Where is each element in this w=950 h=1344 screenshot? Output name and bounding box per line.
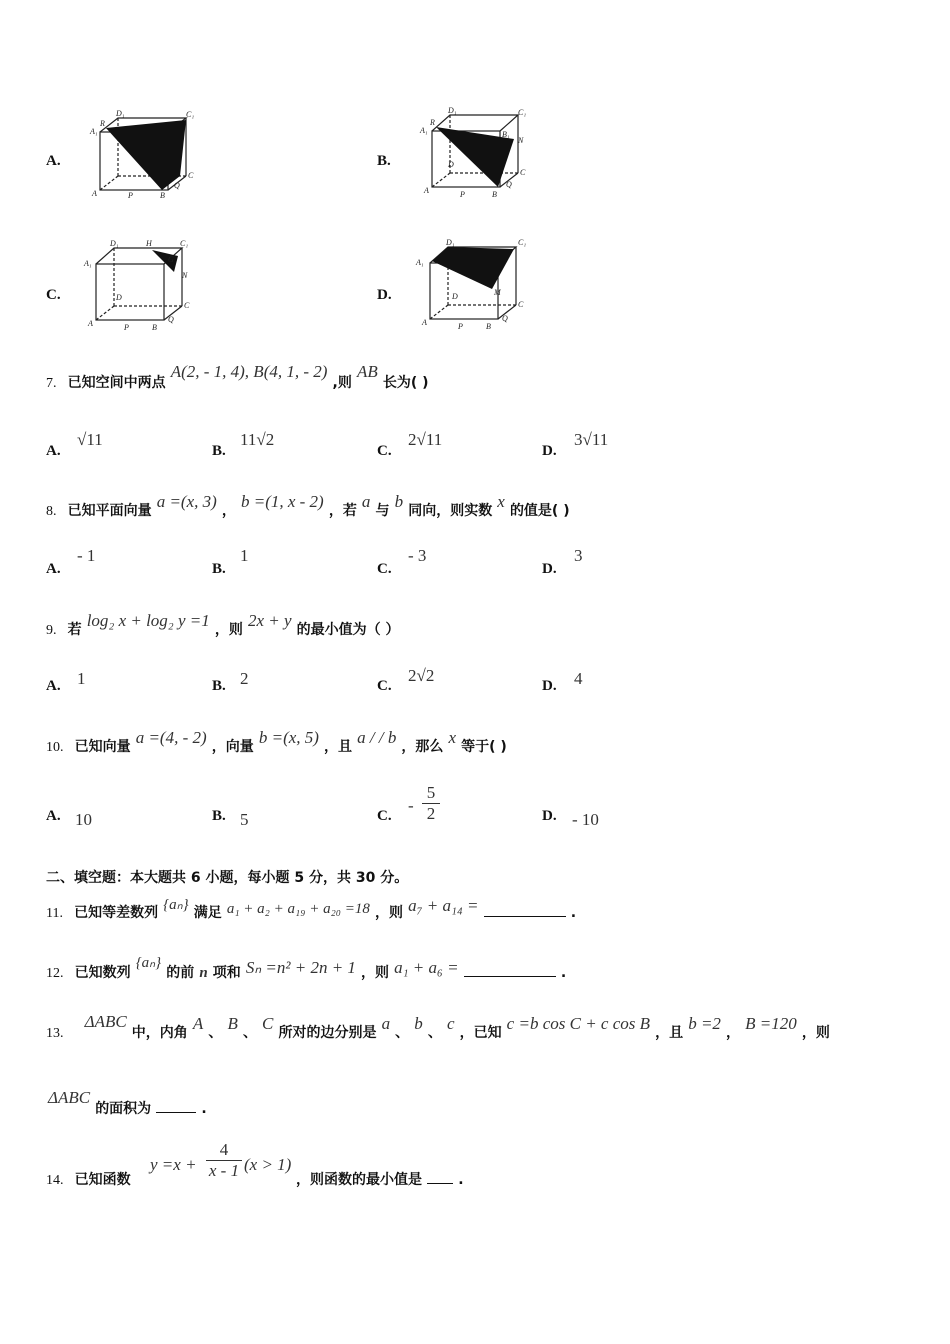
q8-number: 8. — [46, 504, 57, 519]
q12-answer-blank[interactable] — [464, 962, 556, 977]
svg-text:Q: Q — [168, 315, 174, 324]
q7-option-a-value: √11 — [77, 430, 103, 449]
q10-stem-mid3: ，那么 — [401, 739, 444, 755]
q13-condition: c =b cos C + c cos B — [506, 1014, 651, 1033]
svg-text:Q: Q — [174, 181, 180, 190]
q8-stem-mid2: 同向，则实数 — [408, 503, 493, 519]
q14-denominator: x - 1 — [208, 1161, 240, 1180]
svg-text:D: D — [448, 160, 454, 169]
svg-text:B₁: B₁ — [502, 130, 510, 139]
q13-side-a: a — [381, 1014, 391, 1033]
q7-number: 7. — [46, 376, 57, 391]
q9-condition: log₂ x + log₂ y =1 — [86, 611, 210, 630]
q7-option-a-label: A. — [46, 443, 61, 459]
q7-option-b-value: 11√2 — [240, 430, 275, 449]
option-b-label: B. — [377, 153, 391, 169]
svg-text:G: G — [168, 255, 174, 264]
q9-stem-mid: ，则 — [214, 622, 243, 638]
q13-number: 13. — [46, 1026, 64, 1041]
q13-text-4: ，且 — [655, 1025, 684, 1041]
q13-answer-blank[interactable] — [156, 1098, 196, 1113]
q13-sep-1: 、 — [208, 1025, 223, 1041]
q11-answer-blank[interactable] — [484, 902, 566, 917]
q11-condition: a₁ + a₂ + a₁₉ + a₂₀ =18 — [226, 901, 370, 917]
q10-option-d-label: D. — [542, 808, 557, 824]
question-9 — [46, 611, 400, 639]
svg-text:D₁: D₁ — [110, 239, 119, 248]
q7-option-d-value: 3√11 — [574, 430, 609, 449]
q14-end: . — [458, 1172, 464, 1188]
q11-number: 11. — [46, 906, 63, 921]
q9-option-b-value: 2 — [240, 669, 249, 688]
q14-answer-blank[interactable] — [427, 1169, 453, 1184]
svg-text:H: H — [146, 239, 152, 248]
q12-stem-mid3: ，则 — [361, 965, 390, 981]
q9-option-c-value: 2√2 — [408, 666, 435, 685]
q13-text-1: 中，内角 — [131, 1025, 188, 1041]
svg-text:D₁: D₁ — [446, 238, 455, 247]
q12-sequence: {aₙ} — [135, 955, 162, 971]
q13-b-value: b =2 — [688, 1014, 721, 1033]
q10-option-c-denominator: 2 — [426, 804, 436, 823]
q10-stem-pre: 已知向量 — [74, 739, 131, 755]
q8-vector-a: a =(x, 3) — [156, 492, 217, 511]
svg-text:A: A — [422, 318, 427, 327]
q8-stem-pre: 已知平面向量 — [67, 503, 152, 519]
q8-vector-b: b =(1, x - 2) — [240, 492, 324, 511]
svg-text:R: R — [100, 119, 105, 128]
svg-text:B: B — [152, 323, 157, 332]
q11-stem-mid: 满足 — [193, 905, 222, 921]
option-d-label: D. — [377, 287, 392, 303]
question-10 — [46, 728, 507, 756]
q13-text-5: ， — [726, 1025, 741, 1041]
svg-text:C: C — [518, 300, 524, 309]
question-13 — [46, 1012, 830, 1042]
q10-parallel: a / / b — [357, 728, 397, 747]
question-14 — [46, 1169, 131, 1189]
q8-a: a — [361, 492, 371, 511]
question-8 — [46, 492, 570, 520]
svg-text:P: P — [124, 323, 129, 332]
q7-option-b-label: B. — [212, 443, 226, 459]
cube-figure-d — [414, 233, 528, 331]
svg-text:D: D — [116, 293, 122, 302]
q7-stem-pre: 已知空间中两点 — [67, 375, 166, 391]
q8-option-c-label: C. — [377, 561, 392, 577]
q13-end: . — [201, 1101, 207, 1117]
svg-text:A₁: A₁ — [90, 127, 98, 136]
q12-number: 12. — [46, 966, 64, 981]
q10-stem-mid: ，向量 — [211, 739, 254, 755]
q10-option-c-label: C. — [377, 808, 392, 824]
svg-text:Q: Q — [506, 180, 512, 189]
svg-text:C: C — [188, 171, 194, 180]
q8-option-b-value: 1 — [240, 546, 249, 565]
q9-number: 9. — [46, 623, 57, 638]
q12-stem-pre: 已知数列 — [74, 965, 131, 981]
q8-option-d-label: D. — [542, 561, 557, 577]
q14-stem-post: ，则函数的最小值是 — [296, 1172, 422, 1188]
q13-angle-a: A — [192, 1014, 204, 1033]
q14-number: 14. — [46, 1173, 64, 1188]
svg-text:M: M — [494, 288, 501, 297]
q9-expression: 2x + y — [247, 611, 292, 630]
q7-points: A(2, - 1, 4), B(4, 1, - 2) — [170, 362, 328, 381]
q10-option-d-value: - 10 — [572, 810, 599, 829]
q7-option-c-value: 2√11 — [408, 430, 443, 449]
q11-stem-pre: 已知等差数列 — [74, 905, 159, 921]
svg-text:A: A — [88, 319, 93, 328]
q13-side-c: c — [446, 1014, 455, 1033]
q10-number: 10. — [46, 740, 64, 755]
svg-text:D₁: D₁ — [116, 109, 125, 118]
q12-stem-mid: 的前 — [166, 965, 195, 981]
svg-text:R: R — [430, 118, 435, 127]
cube-figure-a — [88, 108, 198, 200]
q13-triangle: ΔABC — [84, 1012, 127, 1031]
q13-angle-c: C — [262, 1014, 274, 1033]
q10-option-c-fraction — [422, 784, 440, 823]
q8-sep: ， — [221, 503, 236, 519]
q13-text-7: 的面积为 — [95, 1101, 152, 1117]
q9-option-d-value: 4 — [574, 669, 583, 688]
q11-sequence: {aₙ} — [163, 897, 189, 913]
q13-text-3: ，已知 — [459, 1025, 502, 1041]
svg-text:A: A — [424, 186, 429, 195]
q8-option-a-label: A. — [46, 561, 61, 577]
q10-option-b-value: 5 — [240, 810, 249, 829]
question-14-tail — [296, 1169, 464, 1189]
svg-text:C: C — [184, 301, 190, 310]
q14-lhs: y =x + — [150, 1155, 197, 1174]
q7-stem-mid: ,则 — [332, 375, 352, 391]
q9-stem-post: 的最小值为（ ） — [296, 622, 400, 638]
q9-option-c-label: C. — [377, 678, 392, 694]
svg-text:Q: Q — [502, 314, 508, 323]
q8-stem-post: 的值是( ) — [509, 503, 570, 519]
q8-yu: 与 — [375, 503, 390, 519]
q10-vector-a: a =(4, - 2) — [135, 728, 207, 747]
svg-text:D₁: D₁ — [448, 106, 457, 115]
svg-text:P: P — [458, 322, 463, 331]
question-11 — [46, 896, 577, 922]
q11-expression: a₇ + a₁₄ = — [408, 896, 479, 915]
q13-sep-2: 、 — [242, 1025, 257, 1041]
q11-stem-mid2: ，则 — [374, 905, 403, 921]
svg-text:A₁: A₁ — [84, 259, 92, 268]
q9-option-b-label: B. — [212, 678, 226, 694]
q9-option-d-label: D. — [542, 678, 557, 694]
q10-option-b-label: B. — [212, 808, 226, 824]
q8-option-c-value: - 3 — [408, 546, 427, 565]
q14-numerator: 4 — [219, 1140, 229, 1159]
q10-vector-b: b =(x, 5) — [258, 728, 319, 747]
q11-end: . — [570, 905, 577, 921]
svg-text:D: D — [452, 292, 458, 301]
svg-text:A₁: A₁ — [420, 126, 428, 135]
svg-text:N: N — [182, 271, 188, 280]
q13-angle-b: B — [227, 1014, 238, 1033]
svg-text:N: N — [518, 136, 524, 145]
svg-text:C₁: C₁ — [186, 110, 195, 119]
q14-fraction — [206, 1141, 242, 1180]
q10-stem-post: 等于( ) — [461, 739, 507, 755]
q9-stem-pre: 若 — [67, 622, 82, 638]
svg-text:P: P — [460, 190, 465, 199]
q8-x: x — [497, 492, 505, 511]
q10-option-a-value: 10 — [75, 810, 92, 829]
option-a-label: A. — [46, 153, 61, 169]
q10-x: x — [448, 728, 457, 747]
q13-triangle-2: ΔABC — [48, 1088, 91, 1107]
svg-text:C: C — [520, 168, 526, 177]
q10-option-c-numerator: 5 — [426, 783, 436, 802]
q10-option-a-label: A. — [46, 808, 61, 824]
svg-text:C₁: C₁ — [518, 238, 527, 247]
q12-n: n — [199, 965, 208, 981]
q12-end: . — [560, 965, 567, 981]
svg-text:B: B — [486, 322, 491, 331]
svg-text:C₁: C₁ — [518, 108, 527, 117]
svg-text:A: A — [92, 189, 97, 198]
question-12 — [46, 955, 567, 982]
q10-option-c-sign: - — [408, 796, 414, 815]
q7-option-c-label: C. — [377, 443, 392, 459]
q7-ab: AB — [356, 362, 378, 381]
q13-side-b: b — [414, 1014, 423, 1033]
option-c-label: C. — [46, 287, 61, 303]
svg-text:P: P — [128, 191, 133, 200]
svg-text:C₁: C₁ — [180, 239, 189, 248]
section-2-heading: 二、填空题：本大题共 6 小题，每小题 5 分，共 30 分。 — [46, 870, 409, 886]
q14-stem-pre: 已知函数 — [74, 1172, 131, 1188]
q13-sep-4: 、 — [427, 1025, 442, 1041]
q7-stem-post: 长为( ) — [382, 375, 429, 391]
q8-option-a-value: - 1 — [77, 546, 96, 565]
q7-option-d-label: D. — [542, 443, 557, 459]
q8-option-b-label: B. — [212, 561, 226, 577]
svg-text:B: B — [160, 191, 165, 200]
question-7 — [46, 362, 429, 392]
q12-expression: a₁ + a₆ = — [394, 958, 459, 977]
svg-text:A₁: A₁ — [416, 258, 424, 267]
q10-stem-mid2: ，且 — [324, 739, 353, 755]
q13-sep-3: 、 — [395, 1025, 410, 1041]
question-13-line-2 — [48, 1088, 207, 1118]
q9-option-a-label: A. — [46, 678, 61, 694]
q13-text-2: 所对的边分别是 — [278, 1025, 377, 1041]
q8-option-d-value: 3 — [574, 546, 583, 565]
q14-domain: (x > 1) — [244, 1155, 292, 1174]
q13-angle-b-value: B =120 — [745, 1014, 797, 1033]
cube-figure-b — [418, 103, 530, 199]
svg-text:B: B — [492, 190, 497, 199]
q8-b: b — [394, 492, 404, 511]
q12-condition: Sₙ =n² + 2n + 1 — [245, 958, 356, 977]
cube-figure-c — [82, 236, 194, 332]
q12-stem-mid2: 项和 — [212, 965, 241, 981]
q13-text-6: ，则 — [801, 1025, 830, 1041]
q9-option-a-value: 1 — [77, 669, 86, 688]
q8-stem-mid: ，若 — [328, 503, 357, 519]
